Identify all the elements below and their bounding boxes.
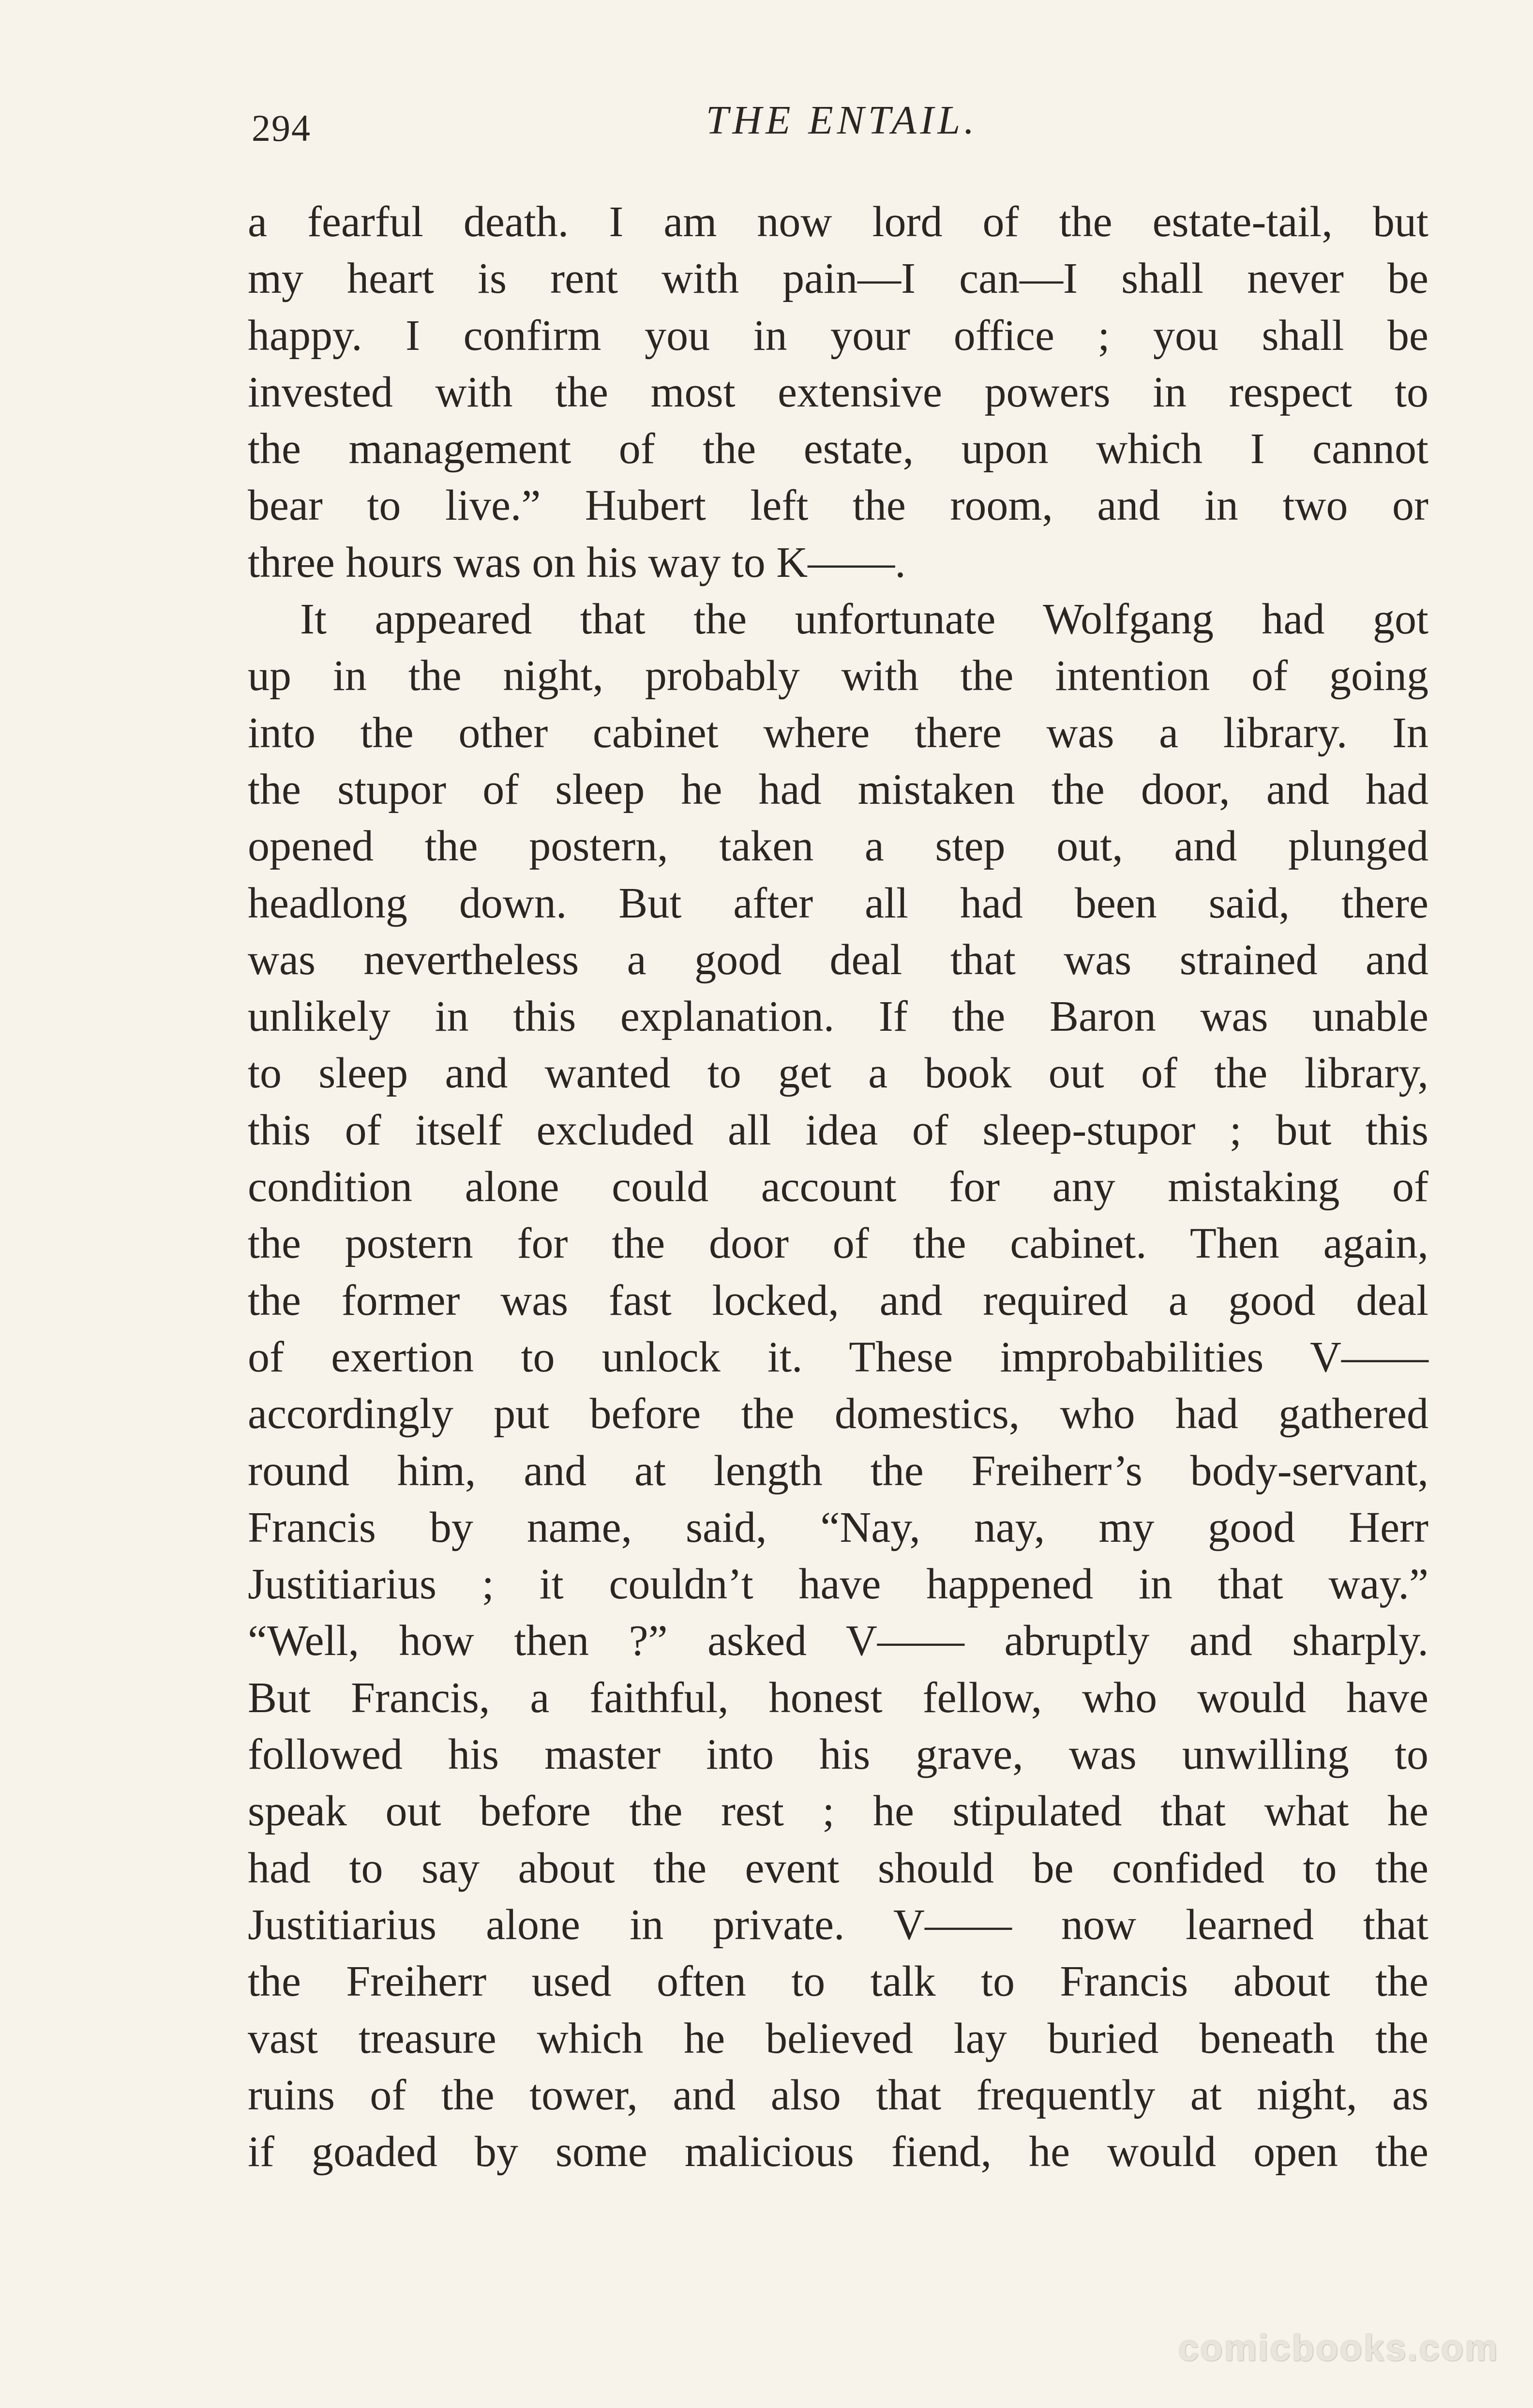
text-line: speak out before the rest ; he stipulated that what he [248, 1787, 1428, 1836]
text-line: round him, and at length the Freiherr’s body-servant, [248, 1446, 1428, 1495]
text-line: three hours was on his way to K——. [248, 538, 906, 587]
text-line: “Well, how then ?” asked V—— abruptly and sharply. [248, 1617, 1428, 1665]
text-line: accordingly put before the domestics, who had gathered [248, 1390, 1428, 1438]
text-line: into the other cabinet where there was a library. In [248, 708, 1428, 757]
text-line: my heart is rent with pain—I can—I shall never be [248, 255, 1428, 303]
text-line: Francis by name, said, “Nay, nay, my good Herr [248, 1503, 1428, 1551]
text-line: happy. I confirm you in your office ; you shall be [248, 311, 1428, 360]
text-line: the former was fast locked, and required a good deal [248, 1276, 1428, 1324]
text-line: opened the postern, taken a step out, and plunged [248, 822, 1428, 871]
text-line: ruins of the tower, and also that frequently at night, as [248, 2071, 1428, 2119]
text-line: headlong down. But after all had been said, there [248, 879, 1428, 927]
text-line: a fearful death. I am now lord of the estate-tail, but [248, 198, 1428, 246]
text-line: this of itself excluded all idea of sleep-stupor ; but this [248, 1106, 1428, 1154]
page-number: 294 [252, 107, 311, 149]
text-line: the stupor of sleep he had mistaken the door, and had [248, 765, 1428, 813]
text-line: the postern for the door of the cabinet. Then again, [248, 1219, 1428, 1268]
text-line: had to say about the event should be confided to the [248, 1844, 1428, 1892]
text-line: was nevertheless a good deal that was strained and [248, 935, 1428, 984]
text-line: Justitiarius ; it couldn’t have happened in that way.” [248, 1560, 1428, 1609]
text-line: the Freiherr used often to talk to Francis about the [248, 1957, 1428, 2006]
text-line: to sleep and wanted to get a book out of the library, [248, 1049, 1428, 1098]
body-text [248, 194, 1428, 2180]
text-line: up in the night, probably with the intention of going [248, 652, 1428, 700]
page-header [252, 97, 1432, 160]
running-title: THE ENTAIL. [706, 98, 978, 143]
paragraph [248, 194, 1428, 591]
text-line: bear to live.” Hubert left the room, and in two or [248, 482, 1428, 530]
paragraph [248, 591, 1428, 2180]
text-line: It appeared that the unfortunate Wolfgang had got [300, 595, 1428, 644]
text-line: followed his master into his grave, was unwilling to [248, 1731, 1428, 1779]
text-line: vast treasure which he believed lay buried beneath the [248, 2014, 1428, 2062]
text-line: of exertion to unlock it. These improbabilities V—— [248, 1333, 1428, 1381]
text-line: condition alone could account for any mistaking of [248, 1163, 1428, 1211]
text-line: unlikely in this explanation. If the Baron was unable [248, 993, 1428, 1041]
text-line: the management of the estate, upon which I cannot [248, 425, 1428, 473]
watermark: comicbooks.com [1178, 2328, 1499, 2369]
text-line: Justitiarius alone in private. V—— now learned that [248, 1900, 1428, 1949]
text-line: But Francis, a faithful, honest fellow, who would have [248, 1673, 1428, 1722]
text-line: invested with the most extensive powers in respect to [248, 368, 1428, 416]
text-line: if goaded by some malicious fiend, he would open the [248, 2128, 1428, 2176]
